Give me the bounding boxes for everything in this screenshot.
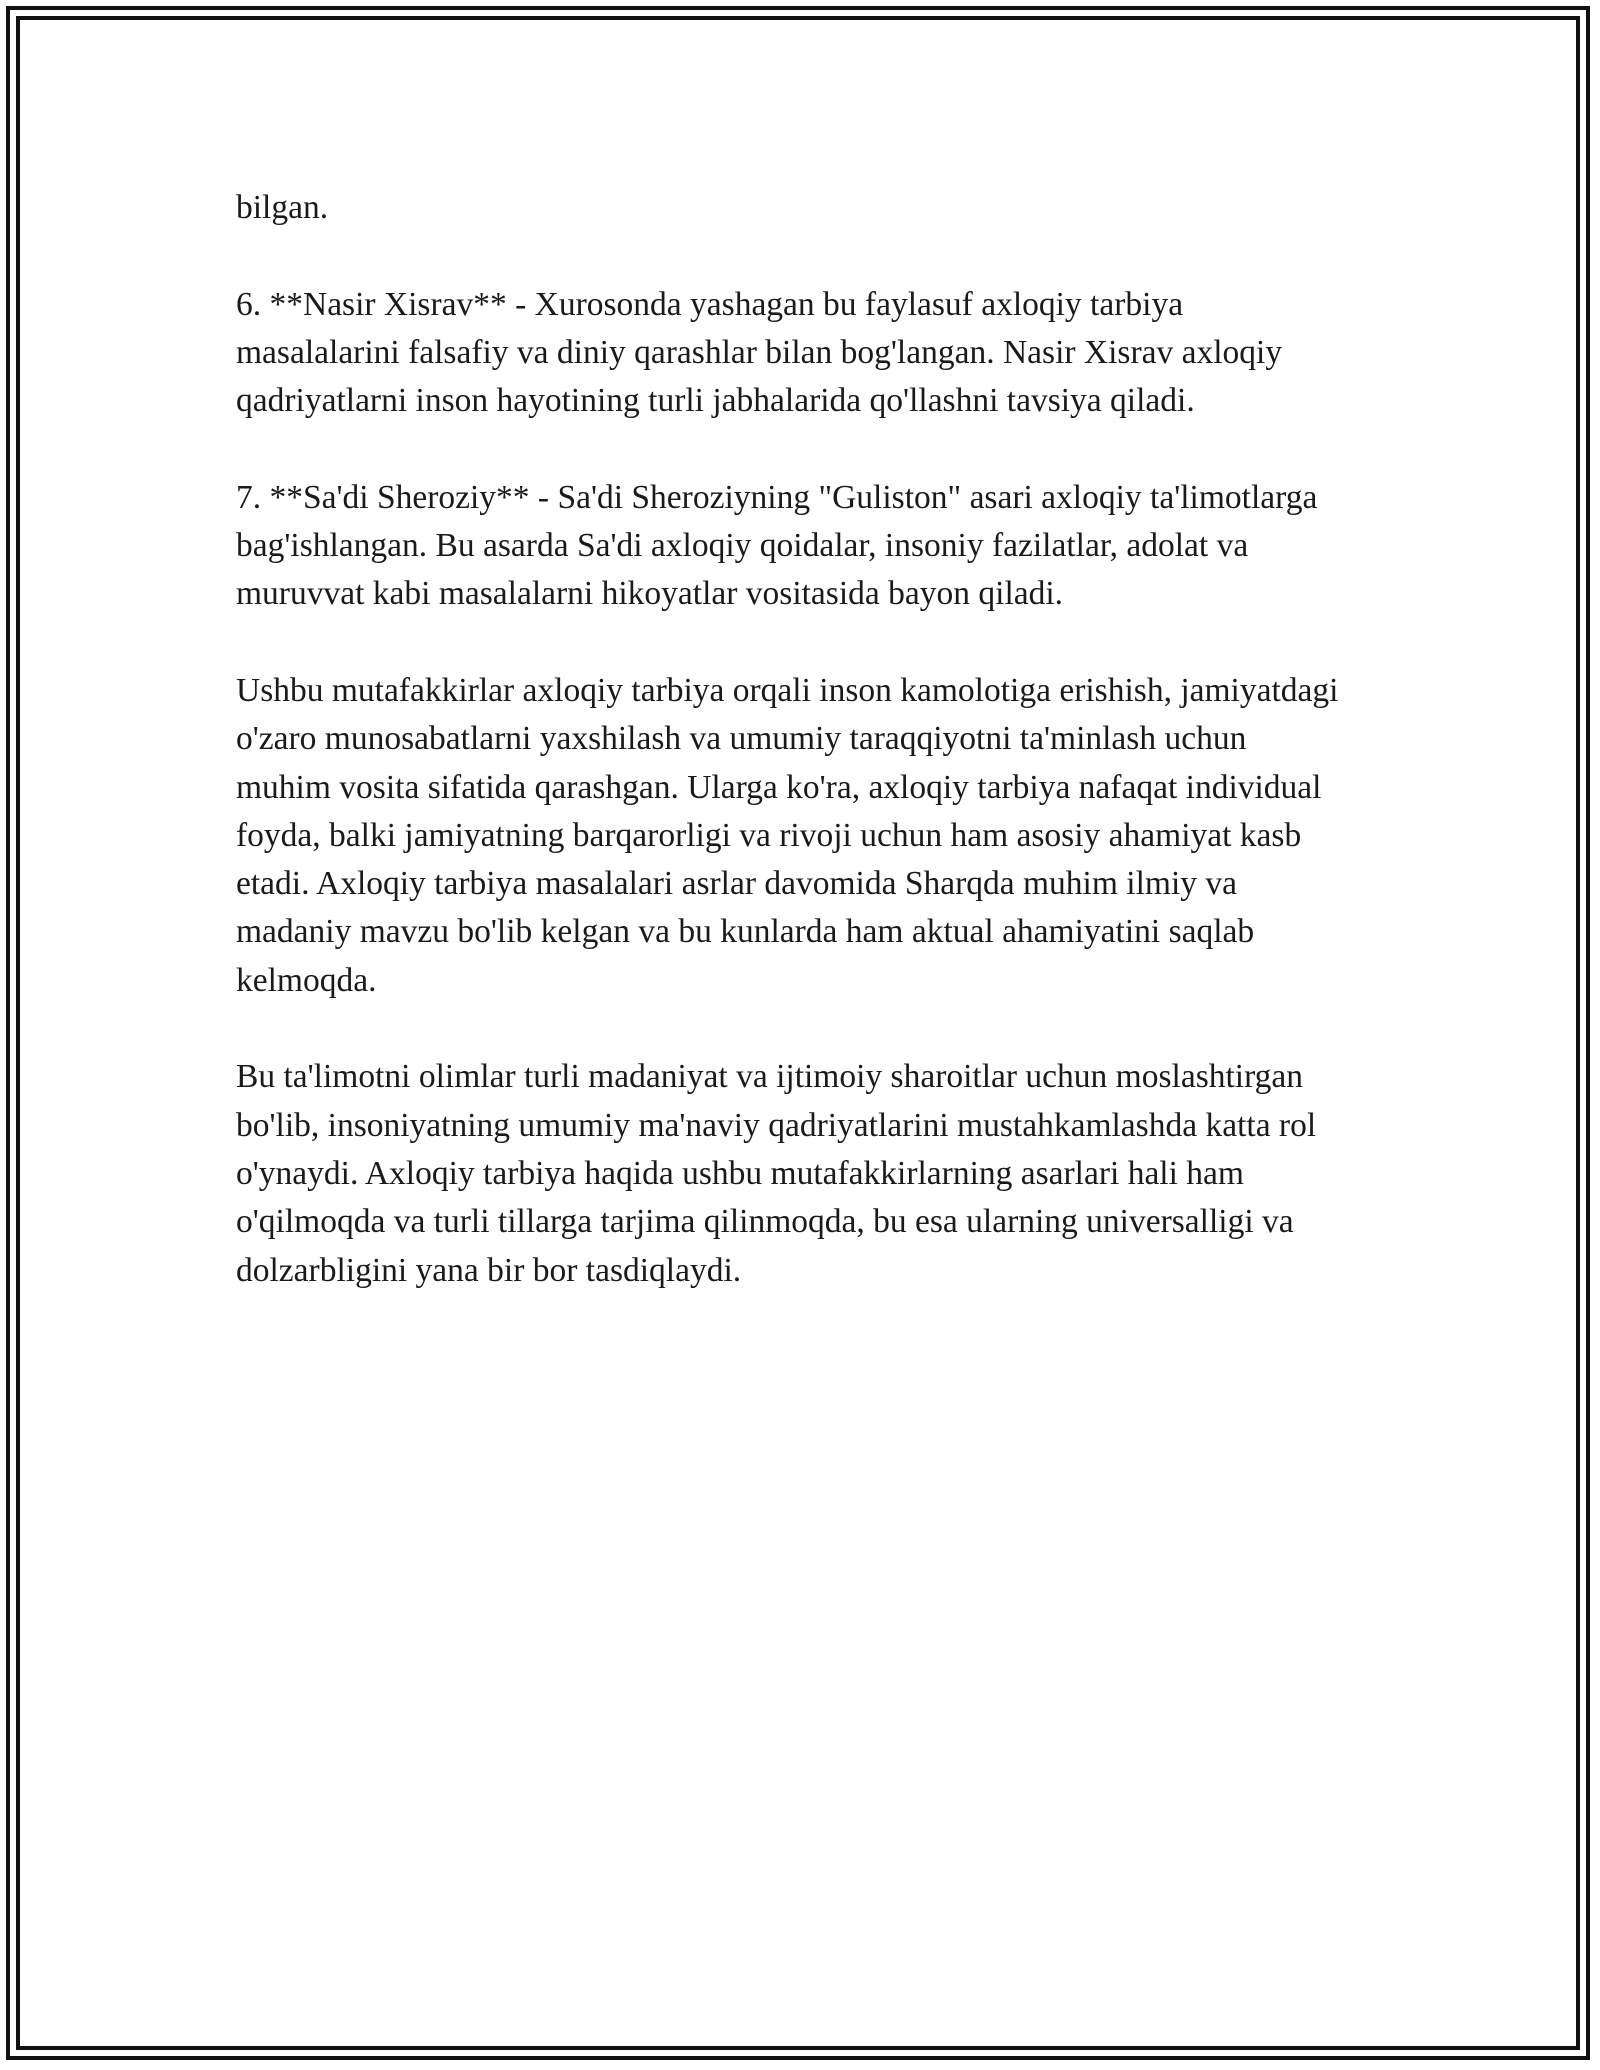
paragraph-sadi-sheroziy: 7. **Sa'di Sheroziy** - Sa'di Sheroziyning "Guliston" asari axloqiy ta'limotlarga bag'ishlangan. Bu asarda Sa'di axloqiy qoidalar, insoniy fazilatlar, adolat va muruvvat kabi masalalarni hikoyatlar vositasida bayon qiladi. — [236, 478, 1318, 613]
paragraph-summary: Ushbu mutafakkirlar axloqiy tarbiya orqali inson kamolotiga erishish, jamiyatdagi o'zaro munosabatlarni yaxshilash va umumiy taraqqiyotni ta'minlash uchun muhim vosita sifatida qarashgan. Ularga ko'ra, axloqiy tarbiya nafaqat individual foyda, balki jamiyatning barqarorligi va rivoji uchun ham asosiy ahamiyat kasb etadi. Axloqiy tarbiya masalalari asrlar davomida Sharqda muhim ilmiy va madaniy mavzu bo'lib kelgan va bu kunlarda ham aktual ahamiyatini saqlab kelmoqda. — [236, 671, 1339, 999]
paragraph-conclusion: Bu ta'limotni olimlar turli madaniyat va ijtimoiy sharoitlar uchun moslashtirgan bo'lib, insoniyatning umumiy ma'naviy qadriyatlarini mustahkamlashda katta rol o'ynaydi. Axloqiy tarbiya haqida ushbu mutafakkirlarning asarlari hali ham o'qilmoqda va turli tillarga tarjima qilinmoqda, bu esa ularning universalligi va dolzarbligini yana bir bor tasdiqlaydi. — [236, 1058, 1317, 1289]
paragraph-continuation: bilgan. — [236, 189, 329, 226]
paragraph-nasir-xisrav: 6. **Nasir Xisrav** - Xurosonda yashagan bu faylasuf axloqiy tarbiya masalalarini falsafiy va diniy qarashlar bilan bog'langan. Nasir Xisrav axloqiy qadriyatlarni inson hayotining turli jabhalarida qo'llashni tavsiya qiladi. — [236, 285, 1283, 420]
document-body — [236, 184, 1346, 1295]
